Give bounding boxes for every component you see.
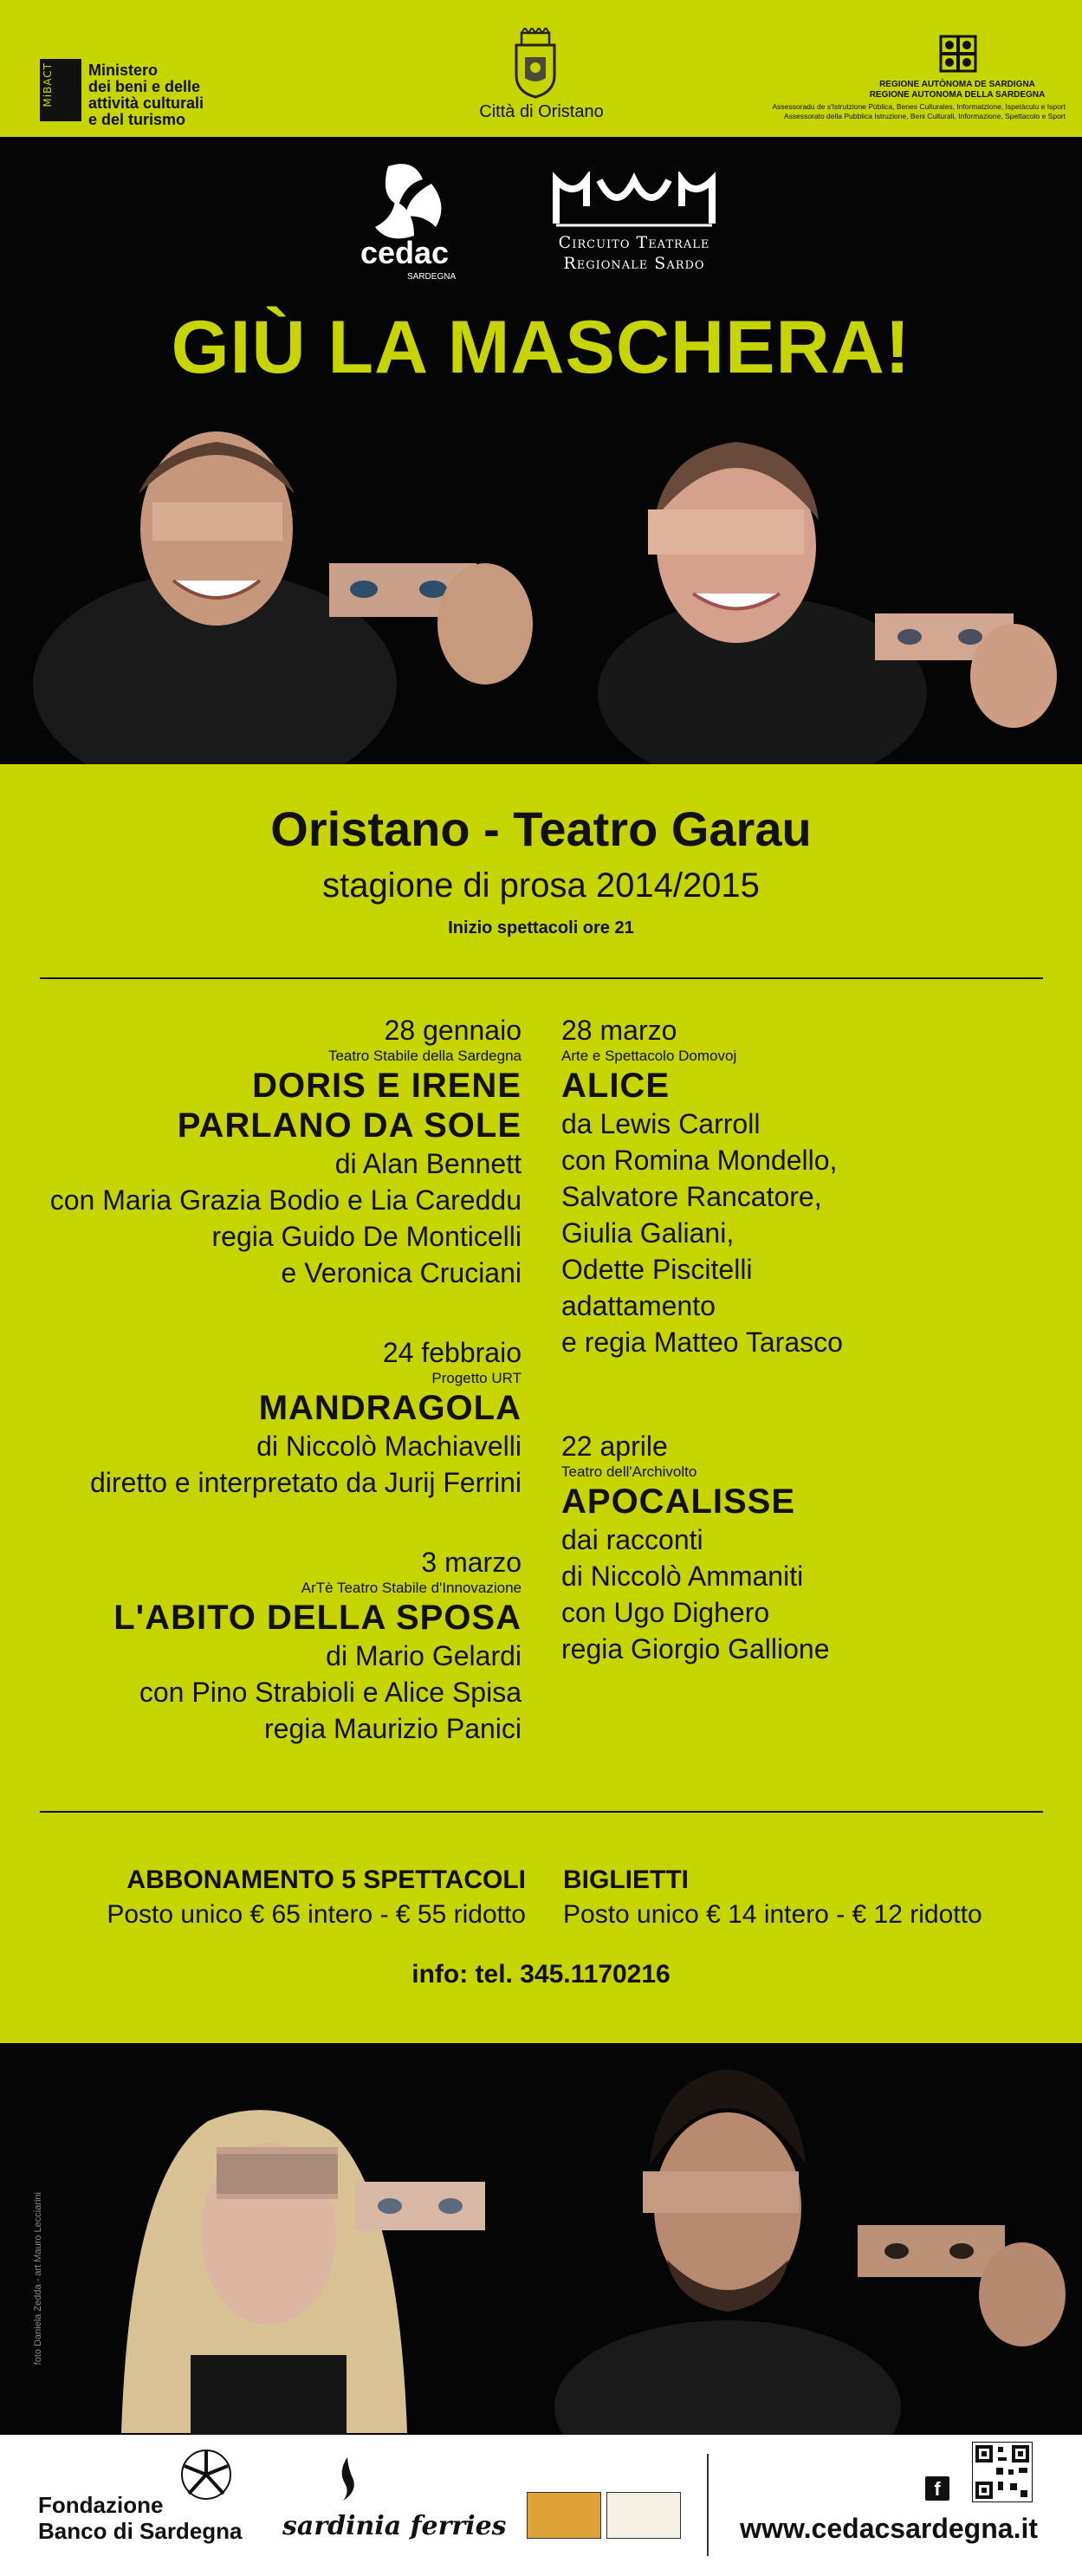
event-doris-irene <box>26 1014 522 1291</box>
event-line: regia Giorgio Gallione <box>561 1633 830 1664</box>
event-date: 28 gennaio <box>384 1015 522 1046</box>
event-title: PARLANO DA SOLE <box>177 1106 522 1145</box>
fondazione-text <box>38 2492 243 2544</box>
event-line: Odette Piscitelli <box>561 1254 753 1285</box>
mibact-logo <box>40 59 81 121</box>
event-line: di Niccolò Machiavelli <box>256 1431 522 1462</box>
ministry-line: e del turismo <box>88 111 186 128</box>
qr-code-icon <box>972 2442 1033 2502</box>
promo-card-icon <box>606 2492 681 2539</box>
footer-divider <box>707 2454 709 2556</box>
event-line: e regia Matteo Tarasco <box>561 1327 843 1358</box>
event-line: regia Maurizio Panici <box>263 1713 522 1744</box>
event-line: di Alan Bennett <box>334 1148 522 1179</box>
event-line: Salvatore Rancatore, <box>561 1181 822 1212</box>
event-title: APOCALISSE <box>561 1483 796 1521</box>
event-line: regia Guido De Monticelli <box>211 1221 522 1252</box>
region-sub-line: Assessorato della Pubblica Istruzione, Beni Culturali, Informazione, Spettacolo e Sport <box>783 112 1066 120</box>
mibact-label: MiBACT <box>42 62 54 107</box>
circuito-line: Circuito Teatrale <box>558 233 710 252</box>
city-label: Città di Oristano <box>479 102 604 121</box>
cedac-wordmark: cedac <box>360 235 450 270</box>
sardinia-ferries-logo: sardinia ferries <box>282 2511 507 2541</box>
event-date: 24 febbraio <box>382 1337 522 1368</box>
event-line: con Pino Strabioli e Alice Spisa <box>139 1677 522 1708</box>
region-title-line: REGIONE AUTONOMA DELLA SARDEGNA <box>869 90 1046 100</box>
event-company: Teatro dell'Archivolto <box>561 1463 697 1480</box>
event-line: diretto e interpretato da Jurij Ferrini <box>90 1467 522 1498</box>
top-divider <box>40 977 1043 979</box>
region-crest-icon <box>937 33 979 75</box>
event-company: Arte e Spettacolo Domovoj <box>561 1048 737 1064</box>
bottom-divider <box>40 1811 1043 1813</box>
facebook-icon[interactable]: f <box>925 2476 949 2501</box>
info-phone: info: tel. 345.1170216 <box>411 1960 671 1989</box>
sardinia-ferries-icon <box>334 2454 360 2502</box>
event-title: L'ABITO DELLA SPOSA <box>113 1599 522 1637</box>
event-line: dai racconti <box>561 1524 703 1555</box>
ministry-line: dei beni e delle <box>88 78 201 95</box>
cedac-logo-icon <box>353 158 466 288</box>
event-line: da Lewis Carroll <box>561 1108 761 1139</box>
season-subtitle: stagione di prosa 2014/2015 <box>322 866 760 905</box>
hero-photo <box>0 399 1082 764</box>
event-date: 3 marzo <box>421 1547 522 1578</box>
event-company: Progetto URT <box>431 1370 522 1386</box>
event-title: DORIS E IRENE <box>252 1067 522 1105</box>
event-abito-sposa <box>26 1546 522 1747</box>
event-title: ALICE <box>561 1067 670 1105</box>
circuito-text <box>539 232 729 274</box>
event-line: con Ugo Dighero <box>561 1597 770 1628</box>
ministry-text <box>88 62 204 128</box>
tickets-price: Posto unico € 14 intero - € 12 ridotto <box>563 1900 982 1929</box>
tickets-title: BIGLIETTI <box>563 1865 689 1894</box>
website-link[interactable]: www.cedacsardegna.it <box>740 2513 1038 2544</box>
main-title: GIÙ LA MASCHERA! <box>171 306 911 389</box>
event-date: 22 aprile <box>561 1431 668 1462</box>
event-company: ArTè Teatro Stabile d'Innovazione <box>301 1580 522 1596</box>
event-alice <box>561 1014 1046 1360</box>
event-line: di Mario Gelardi <box>326 1640 522 1671</box>
event-date: 28 marzo <box>561 1015 677 1046</box>
ministry-line: Ministero <box>88 62 159 79</box>
cedac-sub: SARDEGNA <box>407 272 457 282</box>
event-mandragola <box>26 1336 522 1501</box>
start-time: Inizio spettacoli ore 21 <box>448 918 634 938</box>
event-company: Teatro Stabile della Sardegna <box>327 1048 522 1064</box>
event-line: con Romina Mondello, <box>561 1145 838 1176</box>
subscription-price: Posto unico € 65 intero - € 55 ridotto <box>107 1900 526 1929</box>
city-crest-icon <box>509 28 561 99</box>
event-line: Giulia Galiani, <box>561 1217 735 1249</box>
fondazione-line: Fondazione <box>38 2492 164 2518</box>
event-title: MANDRAGOLA <box>258 1389 522 1427</box>
circuito-line: Regionale Sardo <box>563 254 705 273</box>
bottom-photo <box>0 2043 1082 2435</box>
region-title-line: REGIONE AUTÒNOMA DE SARDIGNA <box>879 80 1035 89</box>
promo-badge-icon <box>527 2492 601 2539</box>
region-title <box>806 80 1082 101</box>
event-line: adattamento <box>561 1290 716 1321</box>
fondazione-line: Banco di Sardegna <box>38 2518 243 2544</box>
ministry-line: attività culturali <box>88 94 204 112</box>
venue-title: Oristano - Teatro Garau <box>270 801 812 856</box>
region-subtitle <box>719 102 1066 121</box>
photo-credit: foto Daniela Zedda - art Mauro Lecciarini <box>33 2192 43 2365</box>
event-apocalisse <box>561 1430 1046 1667</box>
event-line: e Veronica Cruciani <box>281 1257 522 1288</box>
subscription-title: ABBONAMENTO 5 SPETTACOLI <box>126 1865 526 1894</box>
event-line: di Niccolò Ammaniti <box>561 1561 804 1592</box>
region-sub-line: Assessoradu de s'Istrutzione Pùblica, Benes Culturales, Informatzione, Ispetàculu e Isport <box>772 102 1066 111</box>
event-line: con Maria Grazia Bodio e Lia Careddu <box>49 1184 522 1216</box>
